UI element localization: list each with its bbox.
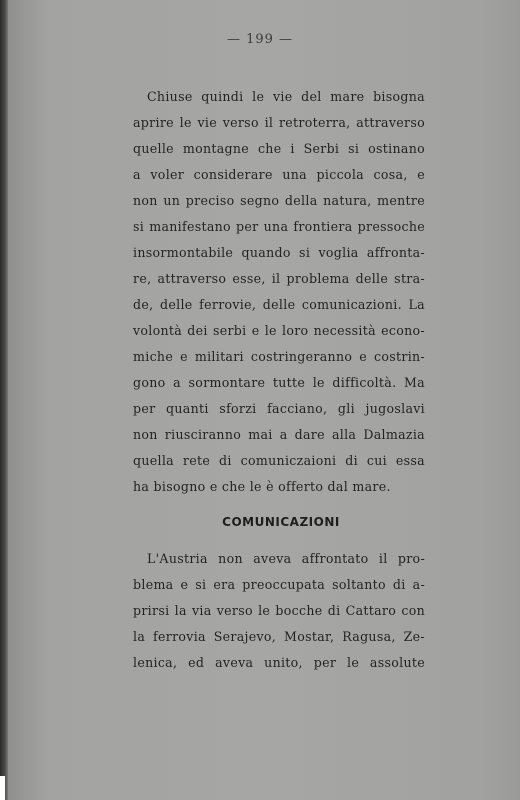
scan-left-edge <box>0 0 8 800</box>
text-line: Chiuse quindi le vie del mare bisogna <box>147 89 425 104</box>
section-heading: COMUNICAZIONI <box>222 515 340 529</box>
text-line: lenica, ed aveva unito, per le assolute <box>133 655 425 670</box>
text-line: quelle montagne che i Serbi si ostinano <box>133 141 425 156</box>
text-line: non riusciranno mai a dare alla Dalmazia <box>133 427 425 442</box>
text-line: volontà dei serbi e le loro necessità econo- <box>133 323 425 338</box>
text-line: a voler considerare una piccola cosa, e <box>133 167 425 182</box>
scan-corner-mark <box>0 776 5 800</box>
text-line: la ferrovia Serajevo, Mostar, Ragusa, Ze- <box>133 629 425 644</box>
text-line: quella rete di comuniczaioni di cui essa <box>133 453 425 468</box>
text-line: miche e militari costringeranno e costrin- <box>133 349 425 364</box>
text-line: per quanti sforzi facciano, gli jugoslavi <box>133 401 425 416</box>
text-line: re, attraverso esse, il problema delle stra- <box>133 271 425 286</box>
text-line: de, delle ferrovie, delle comunicazioni. La <box>133 297 425 312</box>
text-line: non un preciso segno della natura, mentre <box>133 193 425 208</box>
text-line: gono a sormontare tutte le difficoltà. Ma <box>133 375 425 390</box>
page-number: — 199 — <box>226 32 294 47</box>
text-line: L'Austria non aveva affrontato il pro- <box>147 551 425 566</box>
text-line: si manifestano per una frontiera pressoche <box>133 219 425 234</box>
text-line: prirsi la via verso le bocche di Cattaro con <box>133 603 425 618</box>
text-line: aprire le vie verso il retroterra, attraverso <box>133 115 425 130</box>
text-line: insormontabile quando si voglia affronta- <box>133 245 425 260</box>
text-line: ha bisogno e che le è offerto dal mare. <box>133 479 391 494</box>
text-line: blema e si era preoccupata soltanto di a- <box>133 577 425 592</box>
